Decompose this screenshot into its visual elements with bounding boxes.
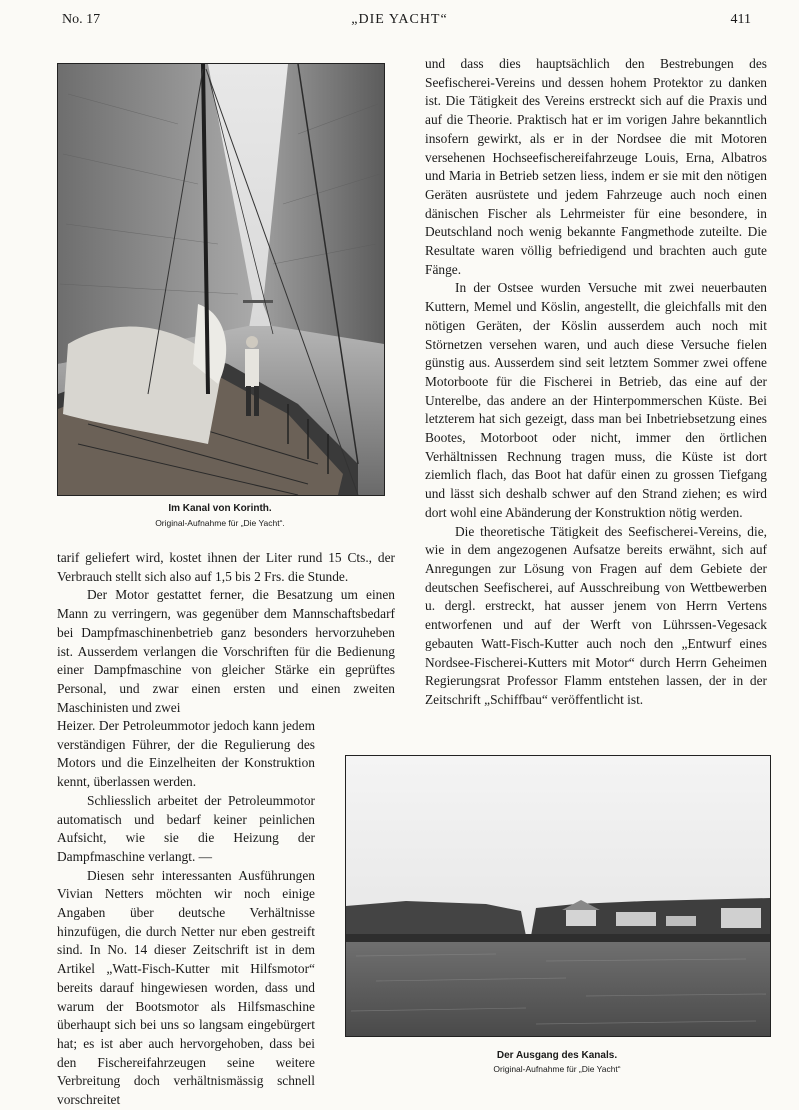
- paragraph: In der Ostsee wurden Versuche mit zwei neuerbauten Kuttern, Memel und Köslin, angestellt, die gleichfalls mit den nötigen Geräten, der Köslin ausserdem auch noch mit Störnetzen versehen waren, und auch diese Versuche fielen günstig aus. Ausserdem sind seit letztem Sommer zwei offene Motorboote für die Fischerei in Betrieb, das eine auf der Unterelbe, das andere an der Hinterpommerschen Küste. Bei letzterem hat sich gezeigt, dass man bei Inbetriebsetzung eines Bootes, Motorboot oder nicht, immer den örtlichen Verhältnissen Rechnung tragen muss, die Küste ist dort ziemlich flach, das Boot hat dafür einen zu grossen Tiefgang und lässt sich deshalb schwer auf den Strand ziehen; es wird dort wohl eine Abänderung der Konstruktion nötig werden.: [425, 280, 767, 520]
- left-column-top: [57, 549, 395, 717]
- paragraph: Die theoretische Tätigkeit des Seefischerei-Vereins, die, wie in dem angezogenen Aufsatze bereits erwähnt, sich auf Anregungen zur Lösung von Fragen auf dem Gebiete der deutschen Seefischerei, auf Ausschreibung von Wettbewerben u. dergl. erstreckt, hat ausser jenem von Herrn Vertens entworfenen und auf der Werft von Lührssen-Vegesack gebauten Watt-Fisch-Kutter auch noch den „Entwurf eines Nordsee-Fischerei-Kutters mit Motor“ durch Herrn Geheimen Regierungsrat Professor Flamm entstehen lassen, der in der Zeitschrift „Schiffbau“ veröffentlicht ist.: [425, 523, 767, 707]
- paragraph: Schliesslich arbeitet der Petroleummotor automatisch und bedarf keiner peinlichen Aufsicht, wie sie die Heizung der Dampfmaschine verlangt. —: [57, 792, 315, 864]
- paragraph: und dass dies hauptsächlich den Bestrebungen des Seefischerei-Vereins und dessen hohem Protektor zu danken ist. Die Tätigkeit des Vereins erstreckt sich auf die Praxis und auf die Theorie. Praktisch hat er im vorigen Jahre bekanntlich insofern gewirkt, als er in der Nordsee die mit Motoren versehenen Hochseefischereifahrzeuge Louis, Erna, Albatros und Maria in Betrieb setzen liess, indem er sie mit den nötigen Geräten ausrüstete und jedem Fahrzeuge auch noch einen dänischen Fischer als Lehrmeister für eine besondere, in Deutschland noch wenig bekannte Fangmethode zuteilte. Die Resultate waren völlig befriedigend und brachten auch gute Fänge.: [425, 56, 767, 277]
- figure2-caption: Der Ausgang des Kanals.: [496, 1050, 618, 1061]
- page-number: 411: [730, 12, 751, 27]
- issue-number: No. 17: [62, 12, 101, 27]
- left-column-bottom: [57, 717, 315, 1110]
- figure1-credit: Original-Aufnahme für „Die Yacht“.: [155, 518, 285, 528]
- figure1-caption: Im Kanal von Korinth.: [168, 503, 272, 514]
- figure2-credit: Original-Aufnahme für „Die Yacht“: [493, 1064, 621, 1074]
- paragraph: tarif geliefert wird, kostet ihnen der Liter rund 15 Cts., der Verbrauch stellt sich also auf 1,5 bis 2 Frs. die Stunde.: [57, 550, 395, 584]
- photo-corinth-canal: [57, 63, 385, 496]
- paragraph: Diesen sehr interessanten Ausführungen Vivian Netters möchten wir noch einige Angaben über deutsche Verhältnisse hinzufügen, die durch Netter nur eben gestreift sind. In No. 14 dieser Zeitschrift ist in dem Artikel „Watt-Fisch-Kutter mit Hilfsmotor“ bereits darauf hingewiesen worden, dass und warum der Bootsmotor als Hilfsmaschine überhaupt sich bei uns so langsam eingebürgert hat; es ist aber auch hervorgehoben, dass bei den Fischereifahrzeugen seine weitere Verbreitung doch verhältnismässig schnell vorschreitet: [57, 867, 315, 1108]
- paragraph: Der Motor gestattet ferner, die Besatzung um einen Mann zu verringern, was gegenüber dem Mannschaftsbedarf bei Dampfmaschinenbetrieb ganz besonders hervorzuheben ist. Ausserdem verlangen die Vorschriften für die Bedienung einer Dampfmaschine von gleicher Stärke ein geprüftes Personal, und zwar einen ersten und einen zweiten Maschinisten und zwei: [57, 587, 395, 715]
- photo-canal-exit: [345, 755, 771, 1037]
- right-column: [425, 55, 767, 710]
- paragraph: Heizer. Der Petroleummotor jedoch kann jedem verständigen Führer, der die Regulierung des Motors und die Einzelheiten der Konstruktion kennt, überlassen werden.: [57, 718, 315, 790]
- journal-title: „DIE YACHT“: [351, 12, 448, 27]
